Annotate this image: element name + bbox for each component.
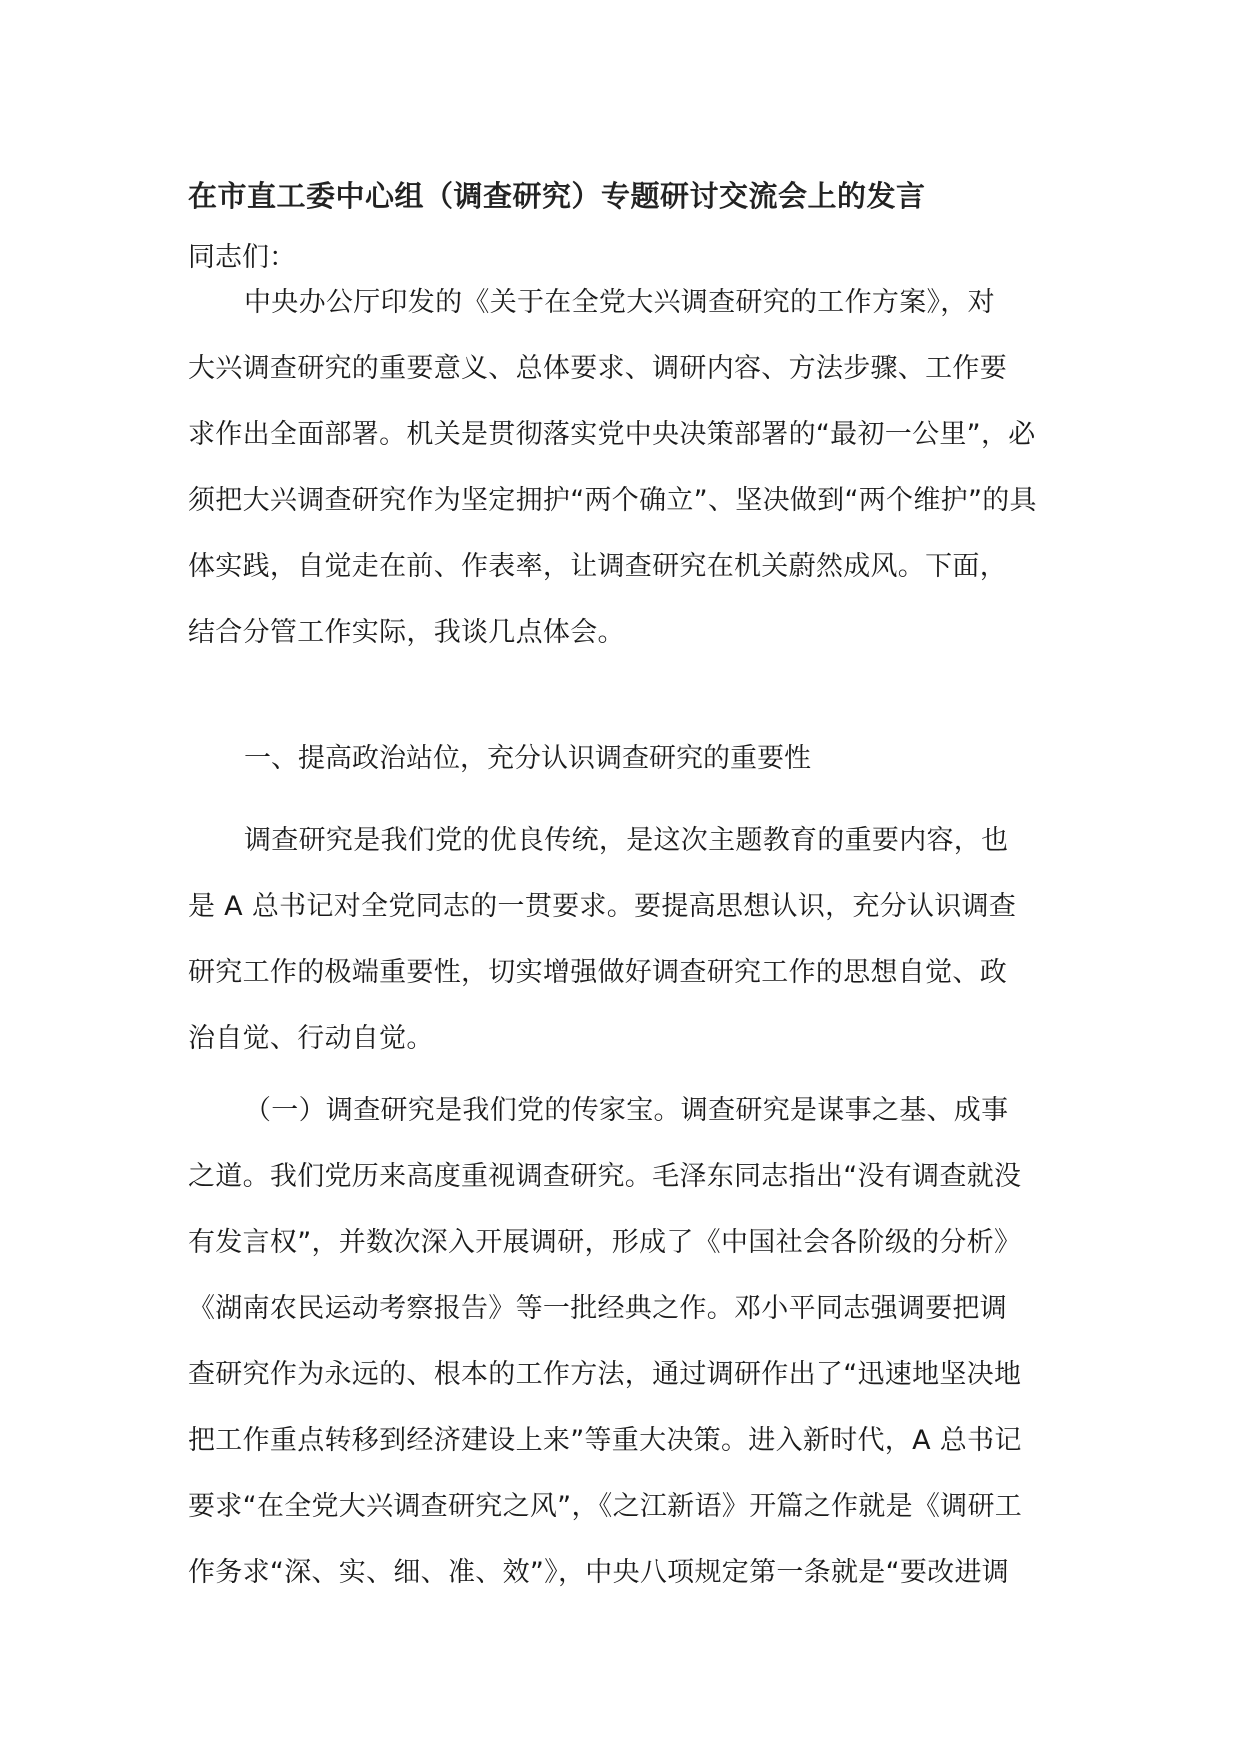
paragraph-line: 大兴调查研究的重要意义、总体要求、调研内容、方法步骤、工作要 (188, 353, 1007, 384)
paragraph-line: （一）调查研究是我们党的传家宝。调查研究是谋事之基、成事 (244, 1095, 1009, 1126)
paragraph-line: 求作出全面部署。机关是贯彻落实党中央决策部署的“最初一公里”，必 (188, 419, 1036, 450)
section-heading: 一、提高政治站位，充分认识调查研究的重要性 (244, 743, 811, 774)
paragraph-line: 治自觉、行动自觉。 (188, 1023, 434, 1054)
paragraph-section1 (188, 808, 1060, 1072)
paragraph-line: 要求“在全党大兴调查研究之风”，《之江新语》开篇之作就是《调研工 (188, 1491, 1023, 1522)
paragraph-line: 体实践，自觉走在前、作表率，让调查研究在机关蔚然成风。下面， (188, 551, 1007, 582)
paragraph-line: 中央办公厅印发的《关于在全党大兴调查研究的工作方案》，对 (244, 287, 995, 318)
paragraph-line: 作务求“深、实、细、准、效”》，中央八项规定第一条就是“要改进调 (188, 1557, 1010, 1588)
document-title: 在市直工委中心组（调查研究）专题研讨交流会上的发言 (188, 179, 926, 213)
paragraph-intro (188, 270, 1060, 666)
paragraph-line: 把工作重点转移到经济建设上来”等重大决策。进入新时代，A 总书记 (188, 1425, 1022, 1456)
paragraph-line: 调查研究是我们党的优良传统，是这次主题教育的重要内容，也 (244, 825, 1009, 856)
paragraph-line: 《湖南农民运动考察报告》等一批经典之作。邓小平同志强调要把调 (188, 1293, 1007, 1324)
paragraph-line: 结合分管工作实际，我谈几点体会。 (188, 617, 625, 648)
paragraph-line: 之道。我们党历来高度重视调查研究。毛泽东同志指出“没有调查就没 (188, 1161, 1022, 1192)
paragraph-line: 查研究作为永远的、根本的工作方法，通过调研作出了“迅速地坚决地 (188, 1359, 1022, 1390)
paragraph-subsection1 (188, 1078, 1060, 1606)
paragraph-line: 是 A 总书记对全党同志的一贯要求。要提高思想认识，充分认识调查 (188, 891, 1017, 922)
salutation: 同志们： (188, 242, 296, 273)
paragraph-line: 有发言权”，并数次深入开展调研，形成了《中国社会各阶级的分析》 (188, 1227, 1022, 1258)
paragraph-line: 研究工作的极端重要性，切实增强做好调查研究工作的思想自觉、政 (188, 957, 1007, 988)
paragraph-line: 须把大兴调查研究作为坚定拥护“两个确立”、坚决做到“两个维护”的具 (188, 485, 1037, 516)
